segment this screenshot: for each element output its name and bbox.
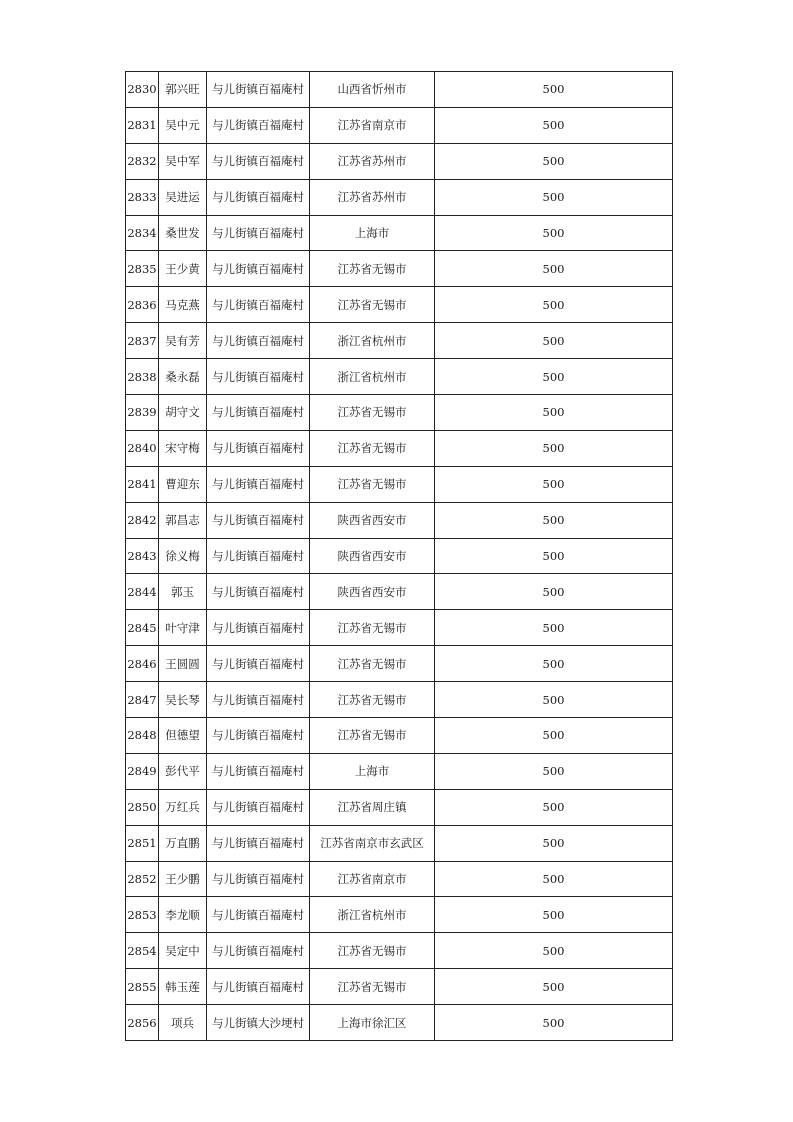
village-cell: 与儿街镇百福庵村 bbox=[207, 718, 310, 754]
table-row bbox=[126, 825, 673, 861]
village-cell: 与儿街镇百福庵村 bbox=[207, 143, 310, 179]
row-number-cell: 2836 bbox=[126, 287, 159, 323]
village-cell: 与儿街镇大沙埂村 bbox=[207, 1005, 310, 1041]
amount-cell: 500 bbox=[435, 143, 673, 179]
row-number-cell: 2850 bbox=[126, 789, 159, 825]
person-name-cell: 桑永磊 bbox=[159, 359, 207, 395]
work-location-cell: 陕西省西安市 bbox=[310, 502, 435, 538]
amount-cell: 500 bbox=[435, 179, 673, 215]
person-name-cell: 吴有芳 bbox=[159, 323, 207, 359]
table-row bbox=[126, 574, 673, 610]
amount-cell: 500 bbox=[435, 287, 673, 323]
village-cell: 与儿街镇百福庵村 bbox=[207, 430, 310, 466]
table-row bbox=[126, 789, 673, 825]
row-number-cell: 2831 bbox=[126, 107, 159, 143]
work-location-cell: 江苏省无锡市 bbox=[310, 610, 435, 646]
row-number-cell: 2835 bbox=[126, 251, 159, 287]
amount-cell: 500 bbox=[435, 897, 673, 933]
table-row bbox=[126, 682, 673, 718]
person-name-cell: 万直鹏 bbox=[159, 825, 207, 861]
amount-cell: 500 bbox=[435, 1005, 673, 1041]
amount-cell: 500 bbox=[435, 430, 673, 466]
person-name-cell: 彭代平 bbox=[159, 753, 207, 789]
table-row bbox=[126, 538, 673, 574]
table-row bbox=[126, 179, 673, 215]
village-cell: 与儿街镇百福庵村 bbox=[207, 323, 310, 359]
work-location-cell: 江苏省南京市 bbox=[310, 861, 435, 897]
row-number-cell: 2847 bbox=[126, 682, 159, 718]
person-name-cell: 王少黄 bbox=[159, 251, 207, 287]
table-row bbox=[126, 897, 673, 933]
amount-cell: 500 bbox=[435, 825, 673, 861]
work-location-cell: 上海市徐汇区 bbox=[310, 1005, 435, 1041]
person-name-cell: 李龙顺 bbox=[159, 897, 207, 933]
work-location-cell: 上海市 bbox=[310, 215, 435, 251]
amount-cell: 500 bbox=[435, 861, 673, 897]
work-location-cell: 江苏省南京市玄武区 bbox=[310, 825, 435, 861]
row-number-cell: 2838 bbox=[126, 359, 159, 395]
village-cell: 与儿街镇百福庵村 bbox=[207, 825, 310, 861]
amount-cell: 500 bbox=[435, 538, 673, 574]
row-number-cell: 2833 bbox=[126, 179, 159, 215]
person-name-cell: 但德望 bbox=[159, 718, 207, 754]
work-location-cell: 江苏省无锡市 bbox=[310, 395, 435, 431]
table-row bbox=[126, 287, 673, 323]
person-name-cell: 吴进运 bbox=[159, 179, 207, 215]
row-number-cell: 2851 bbox=[126, 825, 159, 861]
amount-cell: 500 bbox=[435, 969, 673, 1005]
amount-cell: 500 bbox=[435, 502, 673, 538]
table-row bbox=[126, 251, 673, 287]
row-number-cell: 2846 bbox=[126, 646, 159, 682]
roster-table-body bbox=[126, 72, 673, 1041]
person-name-cell: 胡守文 bbox=[159, 395, 207, 431]
work-location-cell: 山西省忻州市 bbox=[310, 72, 435, 108]
person-name-cell: 吴长琴 bbox=[159, 682, 207, 718]
amount-cell: 500 bbox=[435, 215, 673, 251]
person-name-cell: 叶守津 bbox=[159, 610, 207, 646]
work-location-cell: 浙江省杭州市 bbox=[310, 897, 435, 933]
amount-cell: 500 bbox=[435, 753, 673, 789]
village-cell: 与儿街镇百福庵村 bbox=[207, 179, 310, 215]
work-location-cell: 江苏省无锡市 bbox=[310, 718, 435, 754]
work-location-cell: 浙江省杭州市 bbox=[310, 359, 435, 395]
person-name-cell: 宋守梅 bbox=[159, 430, 207, 466]
table-row bbox=[126, 933, 673, 969]
work-location-cell: 江苏省无锡市 bbox=[310, 251, 435, 287]
table-row bbox=[126, 143, 673, 179]
person-name-cell: 吴中军 bbox=[159, 143, 207, 179]
work-location-cell: 陕西省西安市 bbox=[310, 574, 435, 610]
work-location-cell: 江苏省周庄镇 bbox=[310, 789, 435, 825]
village-cell: 与儿街镇百福庵村 bbox=[207, 359, 310, 395]
work-location-cell: 江苏省南京市 bbox=[310, 107, 435, 143]
amount-cell: 500 bbox=[435, 107, 673, 143]
table-row bbox=[126, 861, 673, 897]
village-cell: 与儿街镇百福庵村 bbox=[207, 969, 310, 1005]
row-number-cell: 2848 bbox=[126, 718, 159, 754]
row-number-cell: 2840 bbox=[126, 430, 159, 466]
row-number-cell: 2855 bbox=[126, 969, 159, 1005]
table-row bbox=[126, 1005, 673, 1041]
person-name-cell: 王圆圆 bbox=[159, 646, 207, 682]
work-location-cell: 江苏省苏州市 bbox=[310, 143, 435, 179]
table-row bbox=[126, 610, 673, 646]
village-cell: 与儿街镇百福庵村 bbox=[207, 215, 310, 251]
row-number-cell: 2837 bbox=[126, 323, 159, 359]
village-cell: 与儿街镇百福庵村 bbox=[207, 610, 310, 646]
person-name-cell: 吴定中 bbox=[159, 933, 207, 969]
work-location-cell: 浙江省杭州市 bbox=[310, 323, 435, 359]
amount-cell: 500 bbox=[435, 933, 673, 969]
row-number-cell: 2844 bbox=[126, 574, 159, 610]
amount-cell: 500 bbox=[435, 72, 673, 108]
person-name-cell: 郭玉 bbox=[159, 574, 207, 610]
row-number-cell: 2830 bbox=[126, 72, 159, 108]
work-location-cell: 江苏省苏州市 bbox=[310, 179, 435, 215]
work-location-cell: 江苏省无锡市 bbox=[310, 969, 435, 1005]
work-location-cell: 江苏省无锡市 bbox=[310, 287, 435, 323]
amount-cell: 500 bbox=[435, 466, 673, 502]
table-row bbox=[126, 969, 673, 1005]
village-cell: 与儿街镇百福庵村 bbox=[207, 933, 310, 969]
row-number-cell: 2854 bbox=[126, 933, 159, 969]
work-location-cell: 江苏省无锡市 bbox=[310, 466, 435, 502]
person-name-cell: 吴中元 bbox=[159, 107, 207, 143]
table-row bbox=[126, 718, 673, 754]
table-row bbox=[126, 107, 673, 143]
table-row bbox=[126, 359, 673, 395]
table-row bbox=[126, 753, 673, 789]
village-cell: 与儿街镇百福庵村 bbox=[207, 72, 310, 108]
table-row bbox=[126, 430, 673, 466]
amount-cell: 500 bbox=[435, 610, 673, 646]
row-number-cell: 2841 bbox=[126, 466, 159, 502]
table-row bbox=[126, 323, 673, 359]
village-cell: 与儿街镇百福庵村 bbox=[207, 538, 310, 574]
amount-cell: 500 bbox=[435, 323, 673, 359]
table-row bbox=[126, 72, 673, 108]
person-name-cell: 徐义梅 bbox=[159, 538, 207, 574]
village-cell: 与儿街镇百福庵村 bbox=[207, 502, 310, 538]
village-cell: 与儿街镇百福庵村 bbox=[207, 753, 310, 789]
village-cell: 与儿街镇百福庵村 bbox=[207, 287, 310, 323]
row-number-cell: 2852 bbox=[126, 861, 159, 897]
table-row bbox=[126, 395, 673, 431]
row-number-cell: 2834 bbox=[126, 215, 159, 251]
amount-cell: 500 bbox=[435, 251, 673, 287]
village-cell: 与儿街镇百福庵村 bbox=[207, 861, 310, 897]
village-cell: 与儿街镇百福庵村 bbox=[207, 682, 310, 718]
work-location-cell: 江苏省无锡市 bbox=[310, 646, 435, 682]
village-cell: 与儿街镇百福庵村 bbox=[207, 251, 310, 287]
person-name-cell: 韩玉莲 bbox=[159, 969, 207, 1005]
person-name-cell: 王少鹏 bbox=[159, 861, 207, 897]
person-name-cell: 曹迎东 bbox=[159, 466, 207, 502]
amount-cell: 500 bbox=[435, 574, 673, 610]
amount-cell: 500 bbox=[435, 359, 673, 395]
village-cell: 与儿街镇百福庵村 bbox=[207, 646, 310, 682]
village-cell: 与儿街镇百福庵村 bbox=[207, 574, 310, 610]
row-number-cell: 2849 bbox=[126, 753, 159, 789]
amount-cell: 500 bbox=[435, 718, 673, 754]
work-location-cell: 上海市 bbox=[310, 753, 435, 789]
row-number-cell: 2842 bbox=[126, 502, 159, 538]
row-number-cell: 2832 bbox=[126, 143, 159, 179]
work-location-cell: 陕西省西安市 bbox=[310, 538, 435, 574]
amount-cell: 500 bbox=[435, 646, 673, 682]
village-cell: 与儿街镇百福庵村 bbox=[207, 789, 310, 825]
person-name-cell: 马克燕 bbox=[159, 287, 207, 323]
roster-table bbox=[125, 71, 673, 1041]
row-number-cell: 2839 bbox=[126, 395, 159, 431]
row-number-cell: 2853 bbox=[126, 897, 159, 933]
row-number-cell: 2845 bbox=[126, 610, 159, 646]
work-location-cell: 江苏省无锡市 bbox=[310, 430, 435, 466]
amount-cell: 500 bbox=[435, 682, 673, 718]
amount-cell: 500 bbox=[435, 395, 673, 431]
person-name-cell: 万红兵 bbox=[159, 789, 207, 825]
village-cell: 与儿街镇百福庵村 bbox=[207, 466, 310, 502]
table-row bbox=[126, 646, 673, 682]
work-location-cell: 江苏省无锡市 bbox=[310, 933, 435, 969]
village-cell: 与儿街镇百福庵村 bbox=[207, 897, 310, 933]
work-location-cell: 江苏省无锡市 bbox=[310, 682, 435, 718]
village-cell: 与儿街镇百福庵村 bbox=[207, 107, 310, 143]
person-name-cell: 桑世发 bbox=[159, 215, 207, 251]
row-number-cell: 2843 bbox=[126, 538, 159, 574]
person-name-cell: 项兵 bbox=[159, 1005, 207, 1041]
table-row bbox=[126, 502, 673, 538]
table-row bbox=[126, 215, 673, 251]
village-cell: 与儿街镇百福庵村 bbox=[207, 395, 310, 431]
person-name-cell: 郭兴旺 bbox=[159, 72, 207, 108]
row-number-cell: 2856 bbox=[126, 1005, 159, 1041]
person-name-cell: 郭昌志 bbox=[159, 502, 207, 538]
amount-cell: 500 bbox=[435, 789, 673, 825]
table-row bbox=[126, 466, 673, 502]
